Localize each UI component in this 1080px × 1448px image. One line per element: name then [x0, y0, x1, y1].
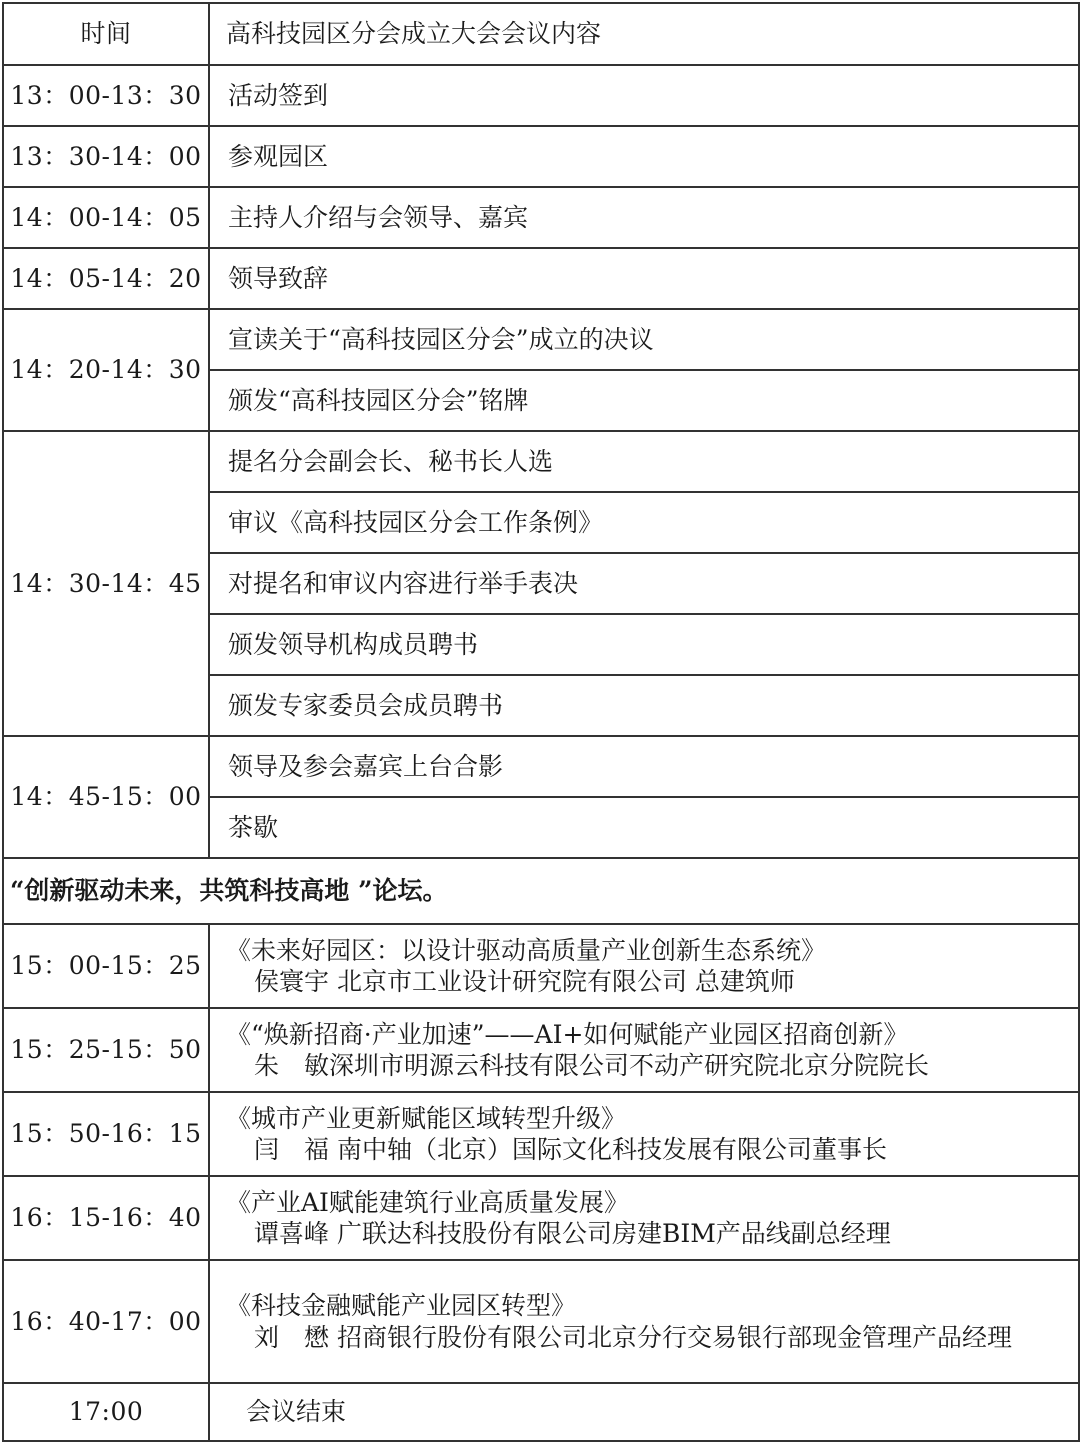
agenda-item: 领导及参会嘉宾上台合影: [209, 736, 1079, 797]
agenda-row: [3, 248, 1079, 309]
closing-time: 17:00: [3, 1383, 209, 1441]
talk-row: [3, 1260, 1079, 1383]
agenda-item: 颁发“高科技园区分会”铭牌: [209, 370, 1079, 431]
header-time: 时间: [3, 3, 209, 65]
agenda-row: [3, 431, 1079, 492]
agenda-item: 审议《高科技园区分会工作条例》: [209, 492, 1079, 553]
talk-cell: [209, 1092, 1079, 1176]
agenda-row: [3, 309, 1079, 370]
talk-cell: [209, 1176, 1079, 1260]
talk-title: 《产业AI赋能建筑行业高质量发展》: [226, 1187, 629, 1217]
agenda-item: 宣读关于“高科技园区分会”成立的决议: [209, 309, 1079, 370]
agenda-item: 参观园区: [209, 126, 1079, 187]
talk-row: [3, 1092, 1079, 1176]
talk-title: 《科技金融赋能产业园区转型》: [226, 1291, 577, 1321]
agenda-time: 14：20-14：30: [3, 309, 209, 431]
agenda-row: [3, 736, 1079, 797]
header-content: 高科技园区分会成立大会会议内容: [209, 3, 1079, 65]
talk-speaker: 侯寰宇 北京市工业设计研究院有限公司 总建筑师: [254, 967, 795, 996]
agenda-item: 对提名和审议内容进行举手表决: [209, 553, 1079, 614]
forum-title: “创新驱动未来，共筑科技高地 ”论坛。: [3, 858, 1079, 924]
agenda-time: 14：30-14：45: [3, 431, 209, 736]
header-row: [3, 3, 1079, 65]
forum-title-row: [3, 858, 1079, 924]
agenda-row: [3, 65, 1079, 126]
talk-title: 《未来好园区：以设计驱动高质量产业创新生态系统》: [226, 935, 827, 965]
agenda-item: 颁发专家委员会成员聘书: [209, 675, 1079, 736]
talk-title: 《城市产业更新赋能区域转型升级》: [226, 1103, 627, 1133]
agenda-time: 14：00-14：05: [3, 187, 209, 248]
agenda-item: 活动签到: [209, 65, 1079, 126]
agenda-item: 主持人介绍与会领导、嘉宾: [209, 187, 1079, 248]
agenda-row: [3, 126, 1079, 187]
closing-row: [3, 1383, 1079, 1441]
talk-speaker: 闫 福 南中轴（北京）国际文化科技发展有限公司董事长: [254, 1135, 887, 1164]
agenda-item: 颁发领导机构成员聘书: [209, 614, 1079, 675]
talk-time: 15：50-16：15: [3, 1092, 209, 1176]
talk-time: 16：40-17：00: [3, 1260, 209, 1383]
agenda-time: 13：00-13：30: [3, 65, 209, 126]
talk-time: 15：00-15：25: [3, 924, 209, 1008]
talk-cell: [209, 1260, 1079, 1383]
talk-row: [3, 924, 1079, 1008]
talk-speaker: 谭喜峰 广联达科技股份有限公司房建BIM产品线副总经理: [254, 1219, 891, 1248]
talk-time: 15：25-15：50: [3, 1008, 209, 1092]
talk-speaker: 刘 懋 招商银行股份有限公司北京分行交易银行部现金管理产品经理: [254, 1322, 1012, 1352]
talk-row: [3, 1176, 1079, 1260]
agenda-time: 14：45-15：00: [3, 736, 209, 858]
agenda-row: [3, 187, 1079, 248]
talk-row: [3, 1008, 1079, 1092]
talk-title: 《“焕新招商·产业加速”——AI+如何赋能产业园区招商创新》: [226, 1019, 909, 1049]
agenda-time: 13：30-14：00: [3, 126, 209, 187]
talk-time: 16：15-16：40: [3, 1176, 209, 1260]
talk-cell: [209, 1008, 1079, 1092]
talk-speaker: 朱 敏深圳市明源云科技有限公司不动产研究院北京分院院长: [254, 1051, 930, 1080]
talk-cell: [209, 924, 1079, 1008]
agenda-item: 茶歇: [209, 797, 1079, 858]
closing-label: 会议结束: [209, 1383, 1079, 1441]
agenda-table: [2, 2, 1080, 1442]
agenda-item: 提名分会副会长、秘书长人选: [209, 431, 1079, 492]
agenda-item: 领导致辞: [209, 248, 1079, 309]
agenda-time: 14：05-14：20: [3, 248, 209, 309]
